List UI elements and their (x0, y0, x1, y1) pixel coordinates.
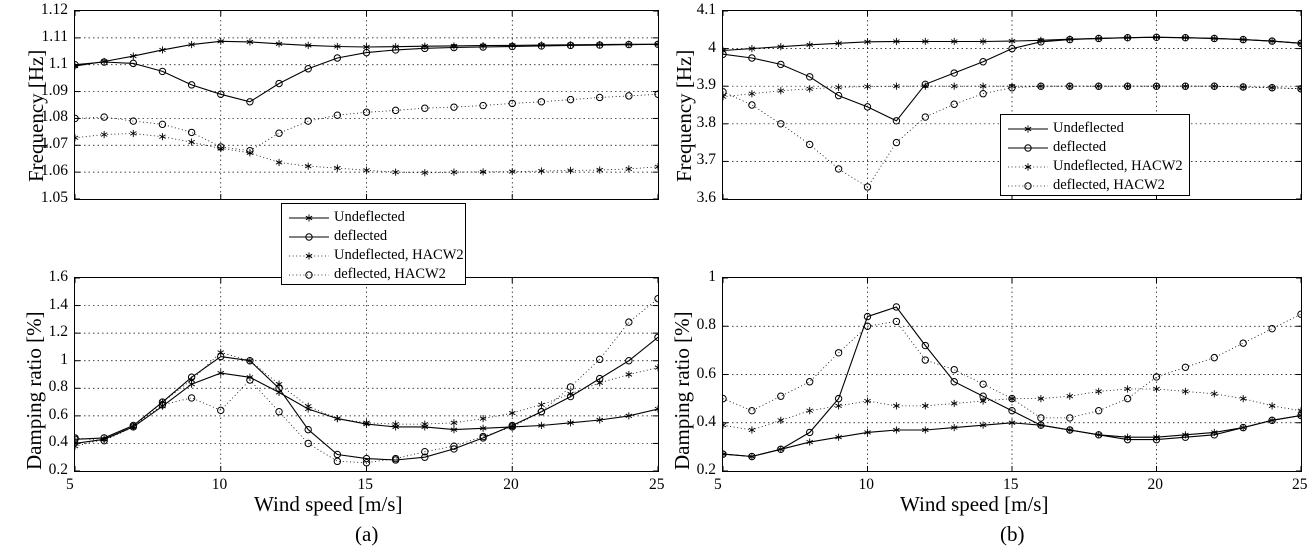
y-tick-label: 1.1 (48, 54, 68, 72)
chart-b-legend (1000, 114, 1190, 196)
legend-entry (287, 227, 458, 246)
legend-label: deflected (334, 228, 388, 244)
chart-b-frequency-ylabel: Frequency [Hz] (672, 49, 696, 182)
legend-label: Undeflected, HACW2 (1053, 158, 1183, 174)
y-tick-label: 1.6 (48, 268, 68, 285)
x-tick-label: 20 (503, 476, 519, 493)
legend-entry (1006, 157, 1182, 176)
y-tick-label: 1 (60, 350, 68, 368)
y-tick-label: 1.07 (40, 135, 68, 153)
x-tick-label: 25 (649, 476, 665, 493)
legend-star-icon (1006, 121, 1050, 137)
y-tick-label: 4.1 (696, 1, 716, 18)
x-tick-label: 10 (211, 476, 228, 493)
chart-a-xlabel: Wind speed [m/s] (254, 492, 403, 516)
y-tick-label: 4 (708, 38, 716, 56)
y-tick-label: 0.8 (48, 378, 68, 396)
x-tick-label: 25 (1292, 476, 1308, 493)
y-tick-label: 0.4 (696, 412, 716, 430)
chart-a-frequency-ylabel: Frequency [Hz] (24, 49, 48, 182)
y-tick-label: 1.06 (40, 162, 68, 180)
legend-star-icon (287, 248, 331, 264)
chart-b-damping-ylabel: Damping ratio [%] (670, 311, 694, 470)
y-tick-label: 0.8 (696, 316, 716, 334)
y-tick-label: 0.6 (48, 405, 68, 423)
x-tick-label: 15 (357, 476, 373, 493)
legend-label: deflected (1053, 139, 1107, 155)
legend-entry (1006, 119, 1182, 138)
x-tick-label: 10 (858, 476, 874, 493)
caption-a: (a) (355, 522, 379, 546)
legend-star-icon (287, 210, 331, 226)
legend-entry (287, 246, 464, 265)
y-tick-label: 0.4 (48, 433, 68, 451)
x-tick-label: 5 (714, 476, 722, 493)
chart-b-damping-axes (722, 277, 1302, 472)
y-tick-label: 1.12 (40, 1, 68, 18)
legend-entry (287, 208, 458, 227)
legend-label: deflected, HACW2 (334, 266, 446, 282)
legend-circle-icon (1006, 140, 1050, 156)
legend-label: Undeflected (1053, 120, 1124, 136)
y-tick-label: 3.6 (696, 189, 716, 206)
y-tick-label: 3.8 (696, 113, 716, 131)
y-tick-label: 3.9 (696, 76, 716, 94)
legend-star-icon (1006, 159, 1050, 175)
chart-a-damping-ylabel: Damping ratio [%] (22, 311, 46, 470)
y-tick-label: 0.6 (696, 364, 716, 382)
y-tick-label: 0.2 (48, 461, 68, 478)
legend-label: Undeflected, HACW2 (334, 247, 464, 263)
legend-circle-icon (1006, 178, 1050, 194)
y-tick-label: 1.08 (40, 108, 68, 126)
legend-entry (1006, 138, 1182, 157)
y-tick-label: 1.2 (48, 323, 68, 341)
legend-entry (1006, 176, 1182, 195)
y-tick-label: 1.09 (40, 81, 68, 99)
legend-circle-icon (287, 229, 331, 245)
y-tick-label: 0.2 (696, 461, 716, 478)
x-tick-label: 15 (1003, 476, 1019, 493)
x-tick-label: 5 (66, 476, 74, 493)
chart-b-xlabel: Wind speed [m/s] (900, 492, 1049, 516)
legend-label: deflected, HACW2 (1053, 177, 1165, 193)
y-tick-label: 1 (708, 268, 716, 285)
y-tick-label: 1.11 (41, 27, 68, 45)
y-tick-label: 3.7 (696, 151, 716, 169)
x-tick-label: 20 (1147, 476, 1163, 493)
y-tick-label: 1.05 (40, 189, 68, 206)
legend-label: Undeflected (334, 209, 405, 225)
y-tick-label: 1.4 (48, 295, 68, 313)
caption-b: (b) (1000, 522, 1025, 546)
